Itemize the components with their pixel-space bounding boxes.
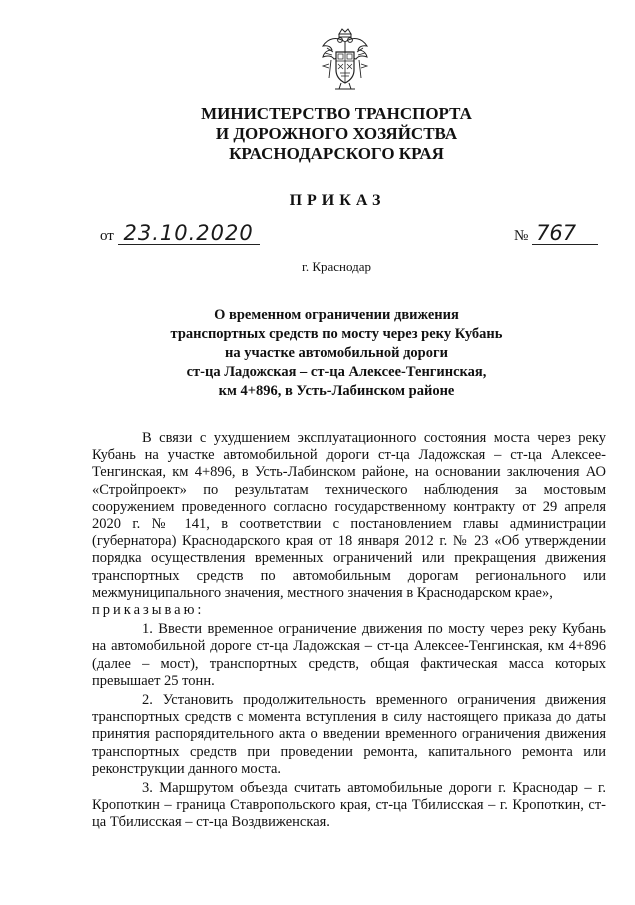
intro-paragraph (92, 430, 606, 602)
intro-text: В связи с ухудшением эксплуатационного состояния моста через реку Кубань на участке автомобильной дороги ст-ца Ладожская – ст-ца Алексее-Тенгинская, км 4+896, в Усть-Лабинском районе, на основании заключения АО «Стройпроект» по результатам технического наблюдения за мостовым сооружением проведенного согласно государственному контракту от 29 апреля 2020 г. № 141, в соответствии с постановлением главы администрации (губернатора) Краснодарского края от 18 января 2012 г. № 23 «Об утверждении порядка осуществления временных ограничений или прекращения движения транспортных средств по автомобильным дорогам регионального или межмуниципального значения, местного значения в Краснодарском крае», (92, 430, 606, 601)
document-type-title: ПРИКАЗ (289, 192, 386, 209)
coat-of-arms-icon (319, 28, 371, 92)
date-prefix: от (100, 228, 114, 244)
ministry-line-2: И ДОРОЖНОГО ХОЗЯЙСТВА (215, 124, 458, 143)
subject-line-4: ст-ца Ладожская – ст-ца Алексее-Тенгинская, (186, 364, 487, 380)
ministry-line-3: КРАСНОДАРСКОГО КРАЯ (229, 144, 444, 163)
city-label: г. Краснодар (301, 259, 372, 274)
subject-line-1: О временном ограничении движения (214, 307, 459, 323)
order-item-2: 2. Установить продолжительность временного ограничения движения транспортных средств с момента вступления в силу настоящего приказа до даты принятия распорядительного акта о введении временного ограничения движения транспортных средств при проведении ремонта, капитального ремонта или реконструкции данного моста. (92, 692, 606, 777)
order-number (514, 222, 598, 246)
ministry-name (0, 104, 635, 164)
order-date (100, 222, 260, 246)
order-item-3: 3. Маршрутом объезда считать автомобильные дороги г. Краснодар – г. Кропоткин – граница Ставропольского края, ст-ца Тбилисская – г. Кропоткин, ст-ца Тбилисская – ст-ца Воздвиженская. (92, 780, 606, 831)
subject-line-2: транспортных средств по мосту через реку Кубань (170, 326, 503, 342)
order-body (92, 430, 606, 832)
subject-line-5: км 4+896, в Усть-Лабинском районе (218, 383, 455, 399)
ministry-line-1: МИНИСТЕРСТВО ТРАНСПОРТА (201, 104, 472, 123)
subject-line-3: на участке автомобильной дороги (225, 345, 448, 361)
date-value: 23.10.2020 (118, 222, 260, 245)
order-word-paragraph (92, 602, 606, 619)
order-subject (0, 306, 635, 401)
number-value: 767 (532, 222, 598, 245)
order-word: приказываю: (92, 602, 205, 619)
order-item-1: 1. Ввести временное ограничение движения по мосту через реку Кубань на автомобильной дороге ст-ца Ладожская – ст-ца Алексее-Тенгинская, км 4+896 (далее – мост), транспортных средств, общая фактическая масса которых превышает 25 тонн. (92, 621, 606, 689)
number-prefix: № (514, 228, 529, 244)
